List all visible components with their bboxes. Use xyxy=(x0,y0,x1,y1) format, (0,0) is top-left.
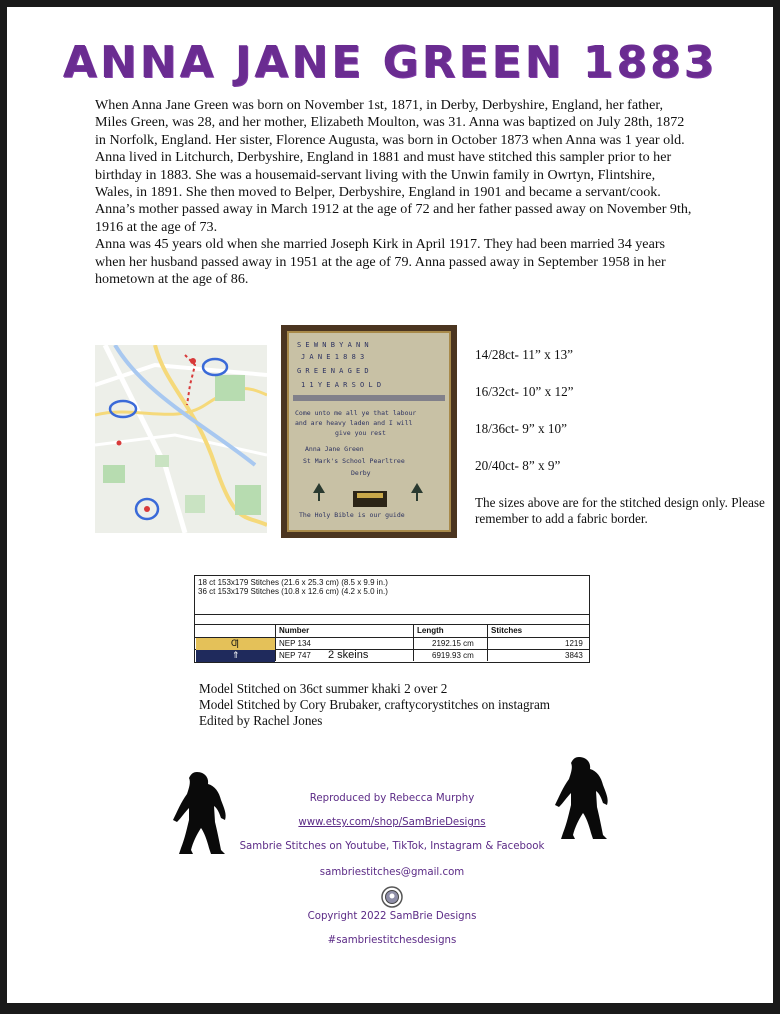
sampler-line: Derby xyxy=(351,469,371,477)
sambrie-logo-icon xyxy=(380,885,404,909)
floss-symbol: ⇑ xyxy=(232,650,240,660)
location-map-image xyxy=(95,345,267,533)
sampler-line: The Holy Bible is our guide xyxy=(299,511,405,519)
size-item: 18/36ct- 9” x 10” xyxy=(475,421,567,436)
bio-paragraph: Anna lived in Litchurch, Derbyshire, England in 1881 and must have stitched this sampler prior to her birthday in 1883. She was a housemaid-servant living with the Unwin family in Owrtyn, Flintshire, Wales, in 1891. She then moved to Belper, Derbyshire, England in 1901 and became a servant/cook. Anna’s mother passed away in March 1912 at the age of 72 and her father passed away on November 9th, 1916 at the age of 73. xyxy=(95,149,692,235)
floss-length: 2192.15 cm xyxy=(432,639,474,648)
stitch-count-line: 18 ct 153x179 Stitches (21.6 x 25.3 cm) (8.5 x 9.9 in.) xyxy=(198,578,388,587)
sampler-line: St Mark's School Pearltree xyxy=(303,457,405,465)
sampler-line: and are heavy laden and I will xyxy=(295,419,413,427)
biography xyxy=(95,97,695,288)
sampler-line: Come unto me all ye that labour xyxy=(295,409,417,417)
sampler-line: G R E E N A G E D xyxy=(297,367,369,375)
floss-stitches: 3843 xyxy=(565,651,583,660)
table-divider xyxy=(487,624,488,661)
table-divider xyxy=(195,614,589,615)
model-notes xyxy=(199,681,649,730)
sampler-line: S E W N B Y A N N xyxy=(297,341,369,349)
shop-link[interactable]: www.etsy.com/shop/SamBrieDesigns xyxy=(298,817,486,828)
sampler-graphic xyxy=(289,333,449,530)
bio-paragraph: When Anna Jane Green was born on November 1st, 1871, in Derby, Derbyshire, England, her father, Miles Green, was 28, and her mother, Elizabeth Moulton, was 31. Anna was baptized on July 28th, 1872 in Norfolk, England. Her sister, Florence Augusta, was born in October 1873 when Anna was 1 year old. xyxy=(95,97,685,148)
sampler-line: J A N E 1 8 8 3 xyxy=(301,353,365,361)
page-title: ANNA JANE GREEN 1883 xyxy=(62,37,718,88)
sampler-fabric xyxy=(287,331,451,532)
column-header-number: Number xyxy=(279,626,310,635)
logo-container xyxy=(197,885,587,909)
floss-symbol: Ƣ xyxy=(231,638,239,648)
floss-number: NEP 134 xyxy=(279,639,311,648)
floss-table xyxy=(194,575,590,663)
social-media-line: Sambrie Stitches on Youtube, TikTok, Instagram & Facebook xyxy=(239,841,545,852)
model-note: Model Stitched by Cory Brubaker, craftycorystitches on instagram xyxy=(199,697,551,713)
sampler-line: 1 1 Y E A R S O L D xyxy=(301,381,382,389)
pattern-page xyxy=(7,7,773,1003)
size-list xyxy=(475,347,765,527)
size-note: The sizes above are for the stitched design only. Please remember to add a fabric border. xyxy=(475,495,765,526)
size-item: 14/28ct- 11” x 13” xyxy=(475,347,574,362)
column-header-length: Length xyxy=(417,626,444,635)
copyright-notice: Copyright 2022 SamBrie Designs xyxy=(307,911,477,922)
table-divider xyxy=(195,624,589,625)
map-graphic xyxy=(95,345,267,533)
floss-number: NEP 747 xyxy=(279,651,311,660)
size-item: 16/32ct- 10” x 12” xyxy=(475,384,574,399)
stitch-count-line: 36 ct 153x179 Stitches (10.8 x 12.6 cm) (4.2 x 5.0 in.) xyxy=(198,587,388,596)
reproduced-by: Reproduced by Rebecca Murphy xyxy=(309,793,475,804)
floss-stitches: 1219 xyxy=(565,639,583,648)
sampler-line: give you rest xyxy=(335,429,386,437)
floss-skeins: 2 skeins xyxy=(328,649,369,661)
size-item: 20/40ct- 8” x 9” xyxy=(475,458,561,473)
sampler-line: Anna Jane Green xyxy=(305,445,364,453)
table-divider xyxy=(275,624,276,661)
sampler-photo xyxy=(281,325,457,538)
stitch-count-info xyxy=(198,578,388,596)
hashtag: #sambriestitchesdesigns xyxy=(327,935,457,946)
table-divider xyxy=(413,624,414,661)
model-note: Model Stitched on 36ct summer khaki 2 over 2 xyxy=(199,681,448,696)
email-address[interactable]: sambriestitches@gmail.com xyxy=(319,867,465,878)
model-note: Edited by Rachel Jones xyxy=(199,713,323,729)
bio-paragraph: Anna was 45 years old when she married Joseph Kirk in April 1917. They had been married 34 years when her husband passed away in 1951 at the age of 79. Anna passed away in September 1958 in her hometown at the age of 86. xyxy=(95,236,666,288)
floss-length: 6919.93 cm xyxy=(432,651,474,660)
column-header-stitches: Stitches xyxy=(491,626,523,635)
